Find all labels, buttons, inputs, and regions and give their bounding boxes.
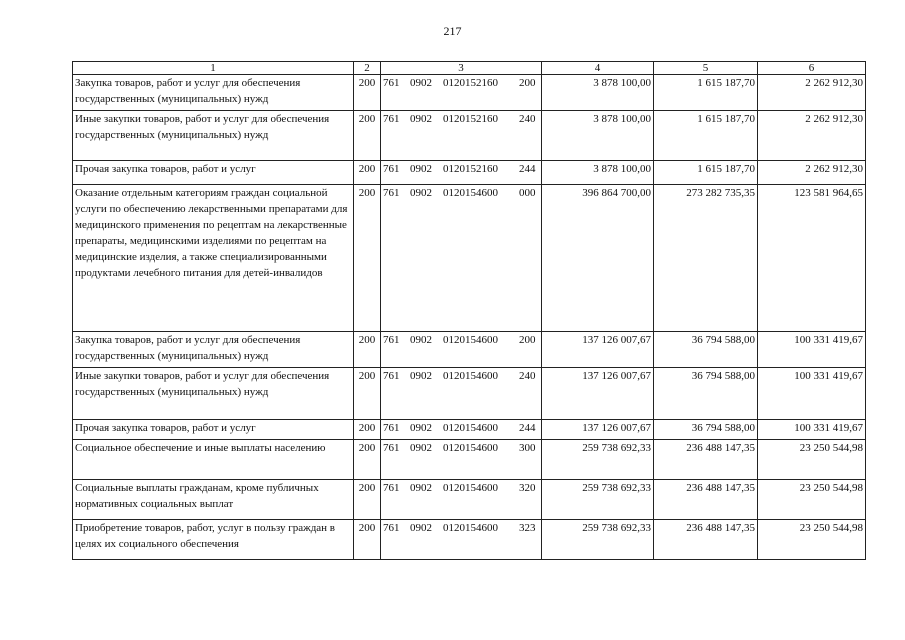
row-value-col5: 236 488 147,35	[654, 440, 758, 480]
page-number: 217	[443, 24, 462, 38]
row-kind-code: 323	[519, 522, 536, 534]
row-chapter-code: 200	[354, 420, 381, 440]
row-classification-code	[381, 75, 542, 111]
table-row	[73, 332, 866, 368]
header-col-6: 6	[758, 62, 866, 75]
row-value-col6: 100 331 419,67	[758, 420, 866, 440]
row-classification-code	[381, 440, 542, 480]
row-value-col4: 3 878 100,00	[542, 75, 654, 111]
row-classification-code	[381, 185, 542, 332]
row-chapter-code: 200	[354, 368, 381, 420]
row-chapter-code: 200	[354, 185, 381, 332]
row-kind-code: 200	[519, 334, 536, 346]
row-chapter-code: 200	[354, 75, 381, 111]
row-section-code: 0902	[410, 422, 432, 434]
row-target-code: 0120154600	[443, 187, 498, 199]
row-target-code: 0120154600	[443, 482, 498, 494]
row-value-col6: 2 262 912,30	[758, 161, 866, 185]
row-value-col6: 2 262 912,30	[758, 75, 866, 111]
row-target-code: 0120154600	[443, 422, 498, 434]
row-section-code: 0902	[410, 77, 432, 89]
row-target-code: 0120154600	[443, 370, 498, 382]
table-row	[73, 75, 866, 111]
row-value-col4: 137 126 007,67	[542, 420, 654, 440]
row-name: Оказание отдельным категориям граждан социальной услуги по обеспечению лекарственными препаратами для медицинского применения по рецептам на лекарственные препараты, медицинскими изделиями по рецептам на медицинские изделия, а также специализированными продуктами лечебного питания для детей-инвалидов	[73, 185, 354, 332]
row-section-code: 0902	[410, 187, 432, 199]
row-value-col6: 23 250 544,98	[758, 480, 866, 520]
table-row	[73, 161, 866, 185]
row-value-col4: 259 738 692,33	[542, 520, 654, 560]
row-value-col5: 236 488 147,35	[654, 480, 758, 520]
row-name: Прочая закупка товаров, работ и услуг	[73, 420, 354, 440]
row-name: Приобретение товаров, работ, услуг в пользу граждан в целях их социального обеспечения	[73, 520, 354, 560]
row-kind-code: 244	[519, 422, 536, 434]
row-section-code: 0902	[410, 442, 432, 454]
row-value-col5: 1 615 187,70	[654, 75, 758, 111]
row-value-col6: 23 250 544,98	[758, 440, 866, 480]
row-value-col6: 100 331 419,67	[758, 332, 866, 368]
row-value-col5: 236 488 147,35	[654, 520, 758, 560]
table-header-row	[73, 62, 866, 75]
row-value-col5: 273 282 735,35	[654, 185, 758, 332]
row-admin-code: 761	[383, 163, 400, 175]
row-value-col6: 100 331 419,67	[758, 368, 866, 420]
row-classification-code	[381, 368, 542, 420]
row-value-col5: 1 615 187,70	[654, 161, 758, 185]
row-admin-code: 761	[383, 77, 400, 89]
row-kind-code: 240	[519, 370, 536, 382]
row-classification-code	[381, 420, 542, 440]
row-value-col6: 2 262 912,30	[758, 111, 866, 161]
row-chapter-code: 200	[354, 332, 381, 368]
row-admin-code: 761	[383, 370, 400, 382]
table-row	[73, 185, 866, 332]
row-name: Социальные выплаты гражданам, кроме публичных нормативных социальных выплат	[73, 480, 354, 520]
row-value-col4: 3 878 100,00	[542, 161, 654, 185]
row-section-code: 0902	[410, 482, 432, 494]
row-section-code: 0902	[410, 334, 432, 346]
table-row	[73, 440, 866, 480]
row-kind-code: 320	[519, 482, 536, 494]
row-value-col4: 259 738 692,33	[542, 480, 654, 520]
row-value-col4: 396 864 700,00	[542, 185, 654, 332]
row-target-code: 0120152160	[443, 77, 498, 89]
row-name: Прочая закупка товаров, работ и услуг	[73, 161, 354, 185]
row-chapter-code: 200	[354, 520, 381, 560]
row-kind-code: 240	[519, 113, 536, 125]
row-name: Социальное обеспечение и иные выплаты населению	[73, 440, 354, 480]
row-admin-code: 761	[383, 187, 400, 199]
table-row	[73, 480, 866, 520]
row-classification-code	[381, 520, 542, 560]
table-row	[73, 420, 866, 440]
header-col-4: 4	[542, 62, 654, 75]
header-col-2: 2	[354, 62, 381, 75]
row-target-code: 0120154600	[443, 334, 498, 346]
row-kind-code: 200	[519, 77, 536, 89]
table-row	[73, 368, 866, 420]
row-target-code: 0120154600	[443, 522, 498, 534]
row-classification-code	[381, 480, 542, 520]
row-section-code: 0902	[410, 370, 432, 382]
row-classification-code	[381, 111, 542, 161]
row-section-code: 0902	[410, 522, 432, 534]
row-target-code: 0120152160	[443, 163, 498, 175]
table-row	[73, 520, 866, 560]
row-kind-code: 244	[519, 163, 536, 175]
row-section-code: 0902	[410, 113, 432, 125]
table-row	[73, 111, 866, 161]
row-kind-code: 300	[519, 442, 536, 454]
row-chapter-code: 200	[354, 161, 381, 185]
header-col-5: 5	[654, 62, 758, 75]
row-admin-code: 761	[383, 482, 400, 494]
row-admin-code: 761	[383, 113, 400, 125]
row-name: Иные закупки товаров, работ и услуг для обеспечения государственных (муниципальных) нужд	[73, 368, 354, 420]
row-value-col4: 137 126 007,67	[542, 368, 654, 420]
row-value-col5: 36 794 588,00	[654, 420, 758, 440]
row-target-code: 0120152160	[443, 113, 498, 125]
row-name: Закупка товаров, работ и услуг для обеспечения государственных (муниципальных) нужд	[73, 332, 354, 368]
row-admin-code: 761	[383, 422, 400, 434]
row-value-col4: 3 878 100,00	[542, 111, 654, 161]
row-section-code: 0902	[410, 163, 432, 175]
row-admin-code: 761	[383, 334, 400, 346]
row-chapter-code: 200	[354, 480, 381, 520]
row-value-col5: 36 794 588,00	[654, 332, 758, 368]
header-col-3: 3	[381, 62, 542, 75]
row-classification-code	[381, 161, 542, 185]
row-value-col6: 123 581 964,65	[758, 185, 866, 332]
row-kind-code: 000	[519, 187, 536, 199]
row-value-col4: 137 126 007,67	[542, 332, 654, 368]
row-value-col6: 23 250 544,98	[758, 520, 866, 560]
header-col-1: 1	[73, 62, 354, 75]
row-name: Иные закупки товаров, работ и услуг для обеспечения государственных (муниципальных) нужд	[73, 111, 354, 161]
row-target-code: 0120154600	[443, 442, 498, 454]
row-admin-code: 761	[383, 522, 400, 534]
budget-table	[72, 61, 866, 560]
row-chapter-code: 200	[354, 111, 381, 161]
row-value-col5: 36 794 588,00	[654, 368, 758, 420]
row-value-col4: 259 738 692,33	[542, 440, 654, 480]
row-chapter-code: 200	[354, 440, 381, 480]
row-value-col5: 1 615 187,70	[654, 111, 758, 161]
row-classification-code	[381, 332, 542, 368]
row-name: Закупка товаров, работ и услуг для обеспечения государственных (муниципальных) нужд	[73, 75, 354, 111]
row-admin-code: 761	[383, 442, 400, 454]
